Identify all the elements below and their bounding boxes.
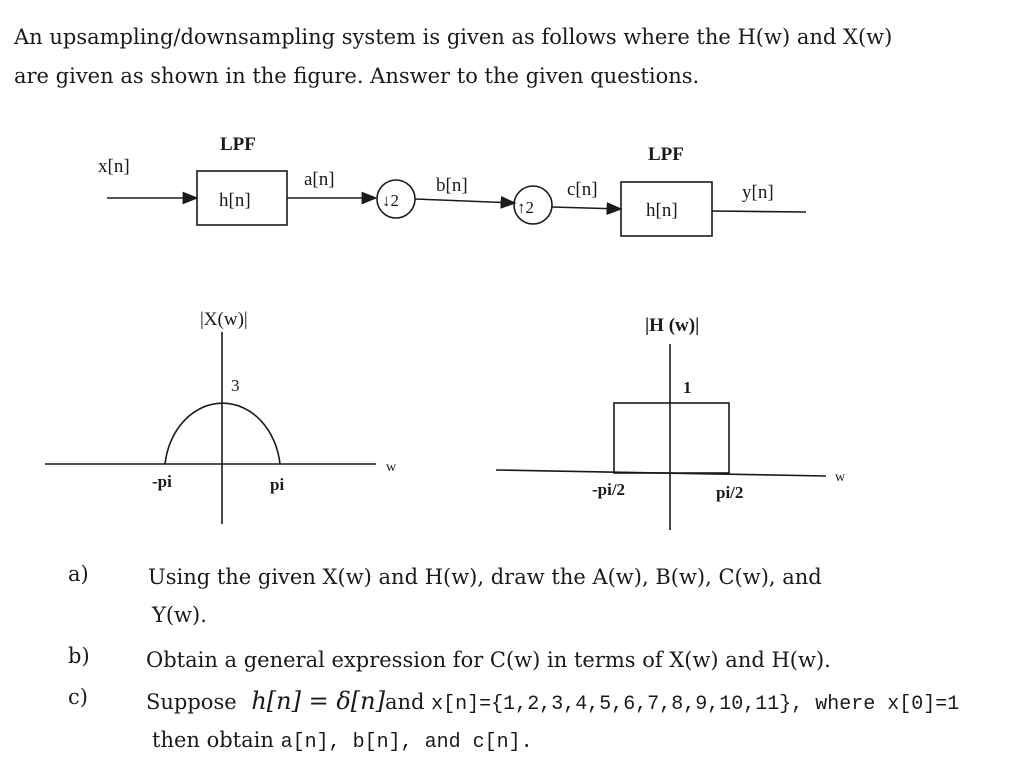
lpf1-box-label: h[n] [219,190,251,211]
x-peak-label: 3 [231,376,240,395]
question-c-prefix: Suppose [146,690,237,714]
x-right-tick: pi [270,475,285,494]
question-c-line-2-prefix: then obtain [152,728,274,752]
question-b-letter: b) [68,644,90,668]
input-label: x[n] [98,156,130,177]
question-c-math: h[n] = δ[n] [251,687,385,715]
x-axis-label: w [386,460,397,475]
question-c-line-1 [146,683,959,723]
downsampler-label: ↓2 [382,191,399,210]
question-b-text: Obtain a general expression for C(w) in terms of X(w) and H(w). [146,648,831,672]
h-right-tick: pi/2 [716,483,744,502]
question-a-line-1: Using the given X(w) and H(w), draw the A(w), B(w), C(w), and [148,565,822,589]
x-plot-title: |X(w)| [200,309,248,330]
a-label: a[n] [304,169,335,190]
question-c-letter: c) [68,685,88,709]
lpf2-box-label: h[n] [646,200,678,221]
problem-statement-line-1: An upsampling/downsampling system is given as follows where the H(w) and X(w) [14,25,893,49]
upsampler-label: ↑2 [517,198,534,217]
output-label: y[n] [742,182,774,203]
b-label: b[n] [436,175,468,196]
c-label: c[n] [567,179,598,200]
h-axis-label: w [835,470,846,485]
h-left-tick: -pi/2 [592,480,626,499]
question-c-line-2 [152,722,533,761]
lpf2-title: LPF [648,144,684,165]
h-spectrum-plot [496,315,846,530]
block-diagram-labels [98,134,774,221]
lpf1-title: LPF [220,134,256,155]
output-signal-line [712,211,806,212]
question-c-line-2-sequence: a[n], b[n], and c[n]. [280,731,533,754]
h-spectrum-rect [614,403,729,473]
x-spectrum-plot [45,309,397,524]
question-c-mid: and [384,690,425,714]
question-a-letter: a) [68,562,89,586]
h-plot-title: |H (w)| [645,315,700,336]
problem-statement-line-2: are given as shown in the figure. Answer to the given questions. [14,64,700,88]
h-height-label: 1 [683,378,692,397]
c-signal-line [552,207,621,209]
b-signal-line [415,199,515,203]
question-c-sequence: x[n]={1,2,3,4,5,6,7,8,9,10,11}, where x[0]=1 [431,693,960,716]
question-a-line-2: Y(w). [152,603,207,627]
x-left-tick: -pi [152,472,172,491]
